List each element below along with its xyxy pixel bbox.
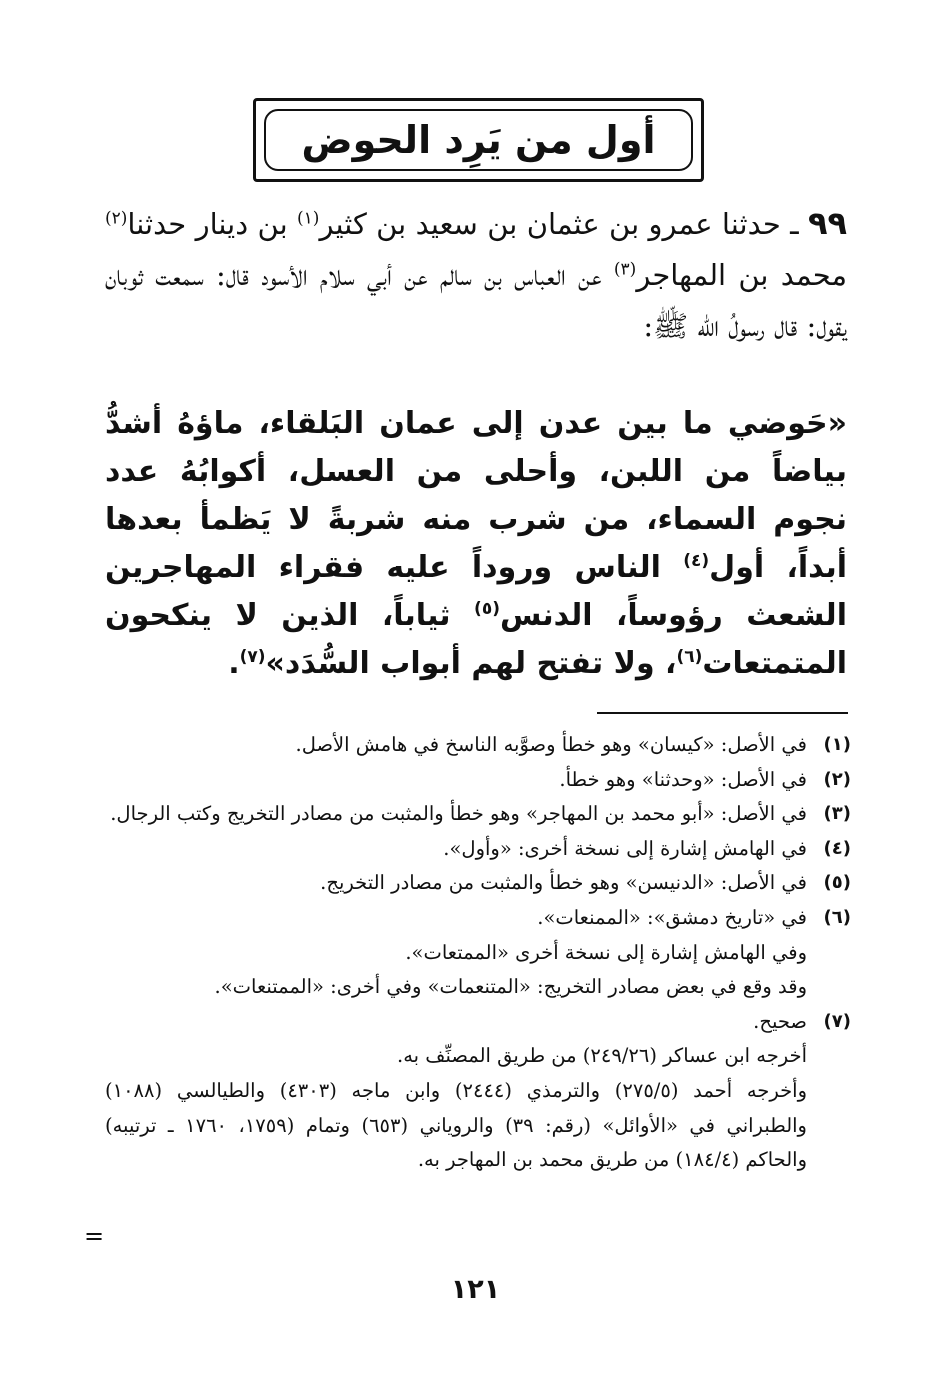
footnote-mark: (١) bbox=[823, 734, 851, 755]
footnote-ref-4[interactable]: (٤) bbox=[683, 551, 710, 571]
footnote-mark: (٧) bbox=[823, 1010, 851, 1032]
footnote-mark: (٢) bbox=[823, 768, 851, 790]
footnote-line: في الهامش إشارة إلى نسخة أخرى: «وأول». bbox=[443, 836, 807, 860]
chapter-title: أول من يَرِد الحوض bbox=[301, 118, 656, 162]
matn-text-2: الناس وروداً عليه فقراء المهاجرين الشعث رؤوساً، الدنس bbox=[105, 550, 847, 633]
page-number: ١٢١ bbox=[450, 1274, 501, 1305]
footnote-item bbox=[105, 1005, 851, 1178]
isnad-text-1: ـ حدثنا عمرو بن عثمان بن سعيد بن كثير bbox=[319, 207, 799, 241]
footnote-line: في الأصل: «الدنيسن» وهو خطأ والمثبت من مصادر التخريج. bbox=[320, 871, 807, 895]
footnote-item bbox=[105, 901, 851, 1005]
footnote-item bbox=[105, 866, 851, 901]
footnote-text bbox=[105, 763, 807, 798]
matn-text-1: «حَوضي ما بين عدن إلى عمان البَلقاء، ماؤهُ أشدُّ بياضاً من اللبن، وأحلى من العسل، أكوابُهُ عدد نجوم السماء، من شرب منه شربةً لا يَظمأ بعدها أبداً، أول bbox=[105, 406, 847, 585]
footnote-ref-6[interactable]: (٦) bbox=[676, 647, 703, 667]
matn-text-3: ثياباً، الذين لا ينكحون المتمتعات bbox=[105, 598, 847, 681]
footnote-mark: (٥) bbox=[823, 872, 851, 894]
footnote-line: صحيح. bbox=[753, 1009, 807, 1033]
footnote-ref-7[interactable]: (٧) bbox=[239, 647, 266, 667]
footnote-line: في «تاريخ دمشق»: «الممنعات». bbox=[537, 905, 807, 929]
footnote-text bbox=[105, 866, 807, 901]
continuation-mark: = bbox=[84, 1222, 105, 1250]
footnote-text bbox=[105, 832, 807, 867]
footnote-line: وقد وقع في بعض مصادر التخريج: «المتنعمات» وفي أخرى: «الممتنعات». bbox=[214, 975, 807, 999]
footnote-ref-5[interactable]: (٥) bbox=[474, 599, 500, 619]
matn-text-5: . bbox=[228, 646, 240, 681]
footnote-line: أخرجه ابن عساكر (٢٤٩/٢٦) من طريق المصنِّف به. bbox=[397, 1044, 807, 1068]
footnote-text bbox=[105, 901, 807, 1005]
footnote-mark: (٦) bbox=[823, 906, 851, 928]
footnote-line: في الأصل: «وحدثنا» وهو خطأ. bbox=[559, 767, 807, 791]
footnote-text bbox=[105, 797, 807, 832]
footnote-item bbox=[105, 832, 851, 867]
footnote-line: في الأصل: «أبو محمد بن المهاجر» وهو خطأ والمثبت من مصادر التخريج وكتب الرجال. bbox=[110, 802, 807, 826]
footnote-item bbox=[105, 763, 851, 798]
footnote-ref-3[interactable]: (٣) bbox=[613, 259, 637, 280]
footnote-line: وفي الهامش إشارة إلى نسخة أخرى «الممتعات». bbox=[405, 940, 807, 964]
isnad-text-4: عن العباس بن سالم عن أبي سلام الأسود قال: سمعت ثوبان يقول: قال رسولُ الله ﷺ: bbox=[105, 258, 847, 343]
footnote-ref-1[interactable]: (١) bbox=[297, 208, 320, 229]
hadith-matn bbox=[105, 400, 847, 688]
footnotes-list bbox=[105, 728, 851, 1178]
footnote-text bbox=[105, 1005, 807, 1178]
hadith-number: ٩٩ bbox=[807, 204, 848, 242]
chapter-title-frame bbox=[253, 98, 704, 182]
footnote-mark: (٤) bbox=[823, 837, 851, 859]
footnote-item bbox=[105, 728, 851, 763]
footnote-line: وأخرجه أحمد (٢٧٥/٥) والترمذي (٢٤٤٤) وابن ماجه (٤٣٠٣) والطيالسي (١٠٨٨) والطبراني في «الأوائل» (رقم: ٣٩) والروياني (٦٥٣) وتمام (١٧٥٩، ١٧٦٠ ـ ترتيبه) والحاكم (١٨٤/٤) من طريق محمد بن المهاجر به. bbox=[105, 1078, 807, 1172]
footnote-mark: (٣) bbox=[823, 803, 851, 825]
footnote-item bbox=[105, 797, 851, 832]
footnote-separator bbox=[597, 712, 848, 714]
isnad-text-2: بن دينار حدثنا bbox=[127, 207, 288, 241]
isnad-text-3: محمد بن المهاجر bbox=[636, 258, 847, 292]
footnote-ref-2[interactable]: (٢) bbox=[105, 208, 128, 229]
matn-text-4: ، ولا تفتح لهم أبواب السُّدَد» bbox=[265, 646, 677, 681]
footnote-line: في الأصل: «كيسان» وهو خطأ وصوَّبه الناسخ في هامش الأصل. bbox=[295, 733, 807, 756]
hadith-isnad bbox=[105, 198, 847, 352]
footnote-text bbox=[105, 728, 807, 763]
